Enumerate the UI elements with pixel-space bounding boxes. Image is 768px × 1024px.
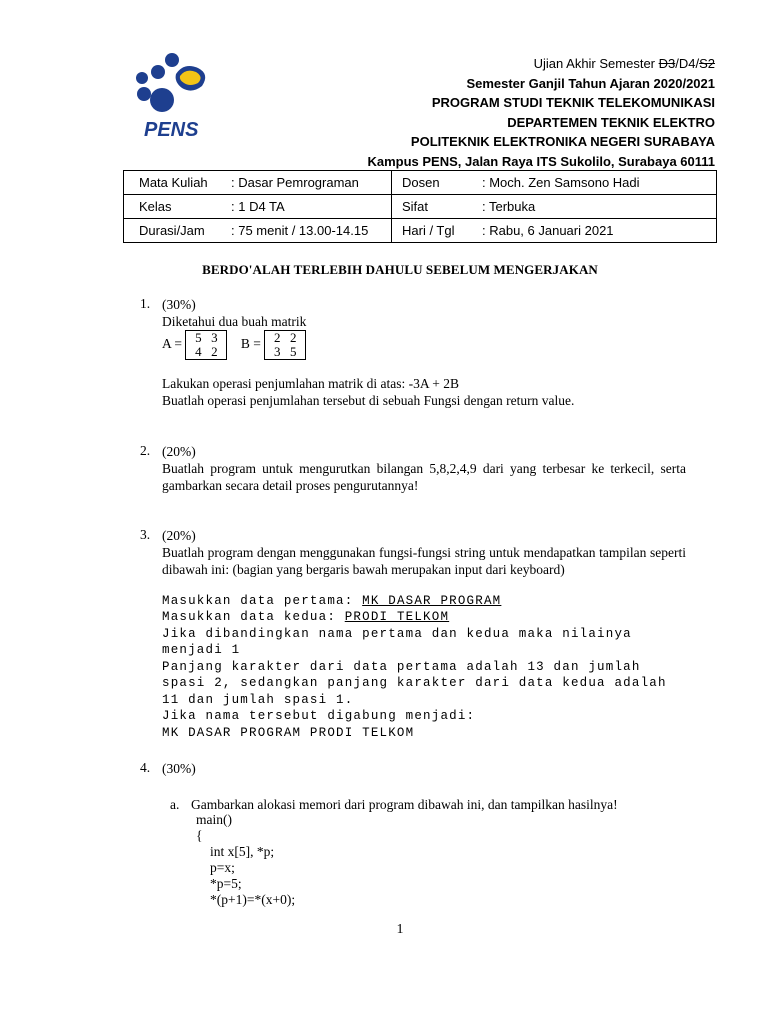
- info-row: [124, 195, 717, 219]
- logo-dot-left: [136, 72, 148, 84]
- logo-text: PENS: [144, 119, 199, 141]
- exam-header: [367, 54, 715, 171]
- logo-dot-upperleft: [151, 65, 165, 79]
- code-output-line: MK DASAR PROGRAM PRODI TELKOM: [162, 726, 415, 740]
- logo-dot-center: [150, 88, 174, 112]
- value-lecturer: : Moch. Zen Samsono Hadi: [478, 171, 717, 195]
- question-1-line2: Buatlah operasi penjumlahan tersebut di sebuah Fungsi dengan return value.: [162, 393, 575, 408]
- code-output-line: Panjang karakter dari data pertama adalah 13 dan jumlah: [162, 660, 641, 674]
- label-date: Hari / Tgl: [392, 219, 479, 243]
- logo-dot-top: [165, 53, 179, 67]
- page-number: 1: [396, 922, 404, 937]
- code-line: int x[5], *p;: [210, 844, 275, 859]
- value-date: : Rabu, 6 Januari 2021: [478, 219, 717, 243]
- label-duration: Durasi/Jam: [124, 219, 228, 243]
- label-nature: Sifat: [392, 195, 479, 219]
- question-4a-label: a.: [170, 797, 180, 812]
- question-1-line1: Lakukan operasi penjumlahan matrik di atas: -3A + 2B: [162, 376, 460, 391]
- question-2-weight: (20%): [162, 444, 196, 459]
- matrix-b: 2 2 3 5: [264, 330, 306, 360]
- code-line: p=x;: [210, 860, 235, 875]
- question-4a-text: Gambarkan alokasi memori dari program dibawah ini, dan tampilkan hasilnya!: [191, 797, 618, 812]
- question-1-matrices: [162, 330, 686, 360]
- code-line: {: [196, 828, 203, 843]
- header-exam-type: Ujian Akhir Semester D3/D4/S2: [533, 56, 715, 71]
- question-4-number: 4.: [140, 760, 151, 775]
- label-lecturer: Dosen: [392, 171, 479, 195]
- value-course: : Dasar Pemrograman: [227, 171, 392, 195]
- course-info-table: [123, 170, 717, 243]
- info-row: [124, 219, 717, 243]
- code-output-line: Jika nama tersebut digabung menjadi:: [162, 709, 476, 723]
- header-department: DEPARTEMEN TEKNIK ELEKTRO: [507, 114, 715, 130]
- user-input: MK DASAR PROGRAM: [362, 594, 502, 608]
- code-line: main(): [196, 812, 232, 827]
- question-3-text: Buatlah program dengan menggunakan fungsi-fungsi string untuk mendapatkan tampilan seperti dibawah ini: (bagian yang bergaris bawah merupakan input dari keyboard): [162, 545, 686, 577]
- question-3-number: 3.: [140, 527, 151, 542]
- info-row: [124, 171, 717, 195]
- value-class: : 1 D4 TA: [227, 195, 392, 219]
- header-semester: Semester Ganjil Tahun Ajaran 2020/2021: [466, 75, 715, 91]
- logo-dot-lowerleft: [137, 87, 151, 101]
- code-output-line: Jika dibandingkan nama pertama dan kedua maka nilainya: [162, 627, 632, 641]
- page-title: BERDO'ALAH TERLEBIH DAHULU SEBELUM MENGERJAKAN: [202, 262, 598, 277]
- code-output-line: 11 dan jumlah spasi 1.: [162, 693, 354, 707]
- label-class: Kelas: [124, 195, 228, 219]
- header-address: Kampus PENS, Jalan Raya ITS Sukolilo, Surabaya 60111: [367, 153, 715, 169]
- question-3-weight: (20%): [162, 528, 196, 543]
- code-output-line: Masukkan data pertama: MK DASAR PROGRAM: [162, 594, 502, 608]
- code-line: *p=5;: [210, 876, 242, 891]
- header-institution: POLITEKNIK ELEKTRONIKA NEGERI SURABAYA: [410, 134, 715, 149]
- matrix-a-label: A =: [162, 336, 182, 352]
- header-program: PROGRAM STUDI TEKNIK TELEKOMUNIKASI: [431, 95, 715, 110]
- question-1-intro: Diketahui dua buah matrik: [162, 314, 307, 329]
- code-output-line: spasi 2, sedangkan panjang karakter dari data kedua adalah: [162, 676, 667, 690]
- question-2-text: Buatlah program untuk mengurutkan bilangan 5,8,2,4,9 dari yang terbesar ke terkecil, serta gambarkan secara detail proses pengurutannya!: [162, 461, 686, 493]
- question-1-number: 1.: [140, 296, 151, 311]
- question-1-weight: (30%): [162, 297, 196, 312]
- question-4-weight: (30%): [162, 761, 196, 776]
- user-input: PRODI TELKOM: [344, 610, 450, 624]
- code-output-line: Masukkan data kedua: PRODI TELKOM: [162, 610, 450, 624]
- value-duration: : 75 menit / 13.00-14.15: [227, 219, 392, 243]
- matrix-a: 5 3 4 2: [185, 330, 227, 360]
- matrix-b-label: B =: [240, 336, 261, 352]
- code-line: *(p+1)=*(x+0);: [210, 892, 296, 907]
- pens-logo: [122, 52, 222, 142]
- value-nature: : Terbuka: [478, 195, 717, 219]
- logo-yellow-dot: [185, 71, 191, 77]
- code-output-line: menjadi 1: [162, 643, 241, 657]
- label-course: Mata Kuliah: [124, 171, 228, 195]
- question-2-number: 2.: [140, 443, 151, 458]
